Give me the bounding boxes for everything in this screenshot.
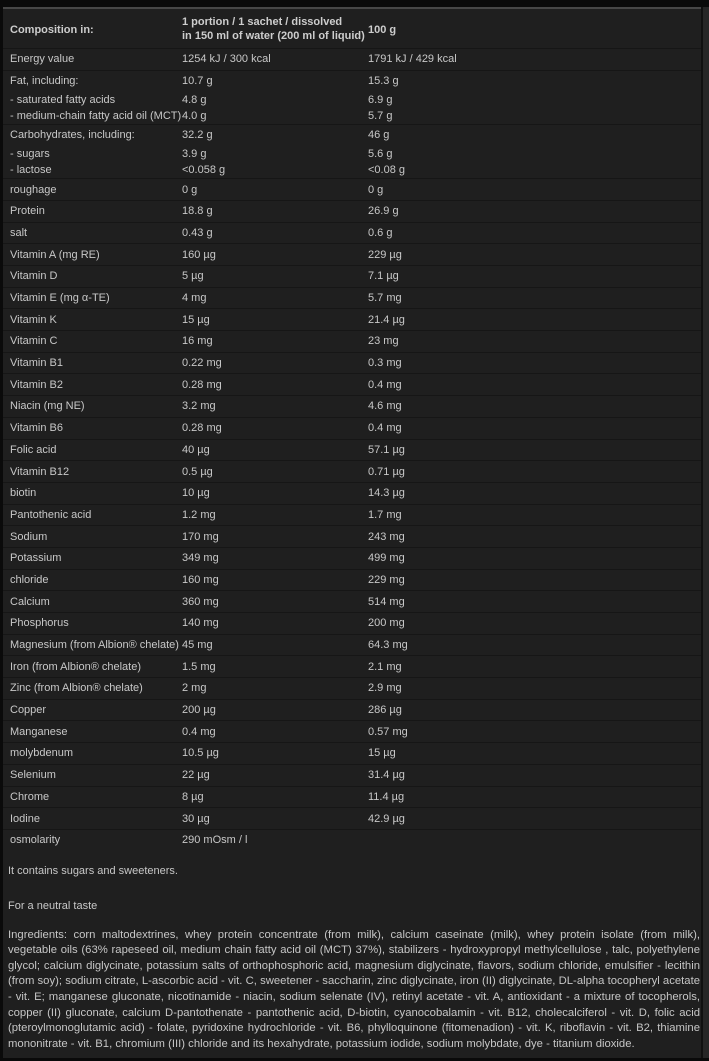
per-100g-value: 2.1 mg bbox=[368, 660, 402, 673]
per-portion-value: 0.43 g bbox=[182, 226, 213, 239]
header-per-100g: 100 g bbox=[368, 23, 397, 36]
table-row bbox=[3, 352, 701, 374]
table-row bbox=[3, 373, 701, 395]
per-portion-value: 10.5 µg bbox=[182, 747, 219, 760]
per-portion-value: 200 µg bbox=[182, 704, 216, 717]
table-row bbox=[3, 720, 701, 742]
per-100g-value: 0.57 mg bbox=[368, 725, 408, 738]
nutrient-label: Pantothenic acid bbox=[10, 508, 92, 521]
nutrient-label: Magnesium (from Albion® chelate) bbox=[10, 639, 179, 652]
per-100g-value: 31.4 µg bbox=[368, 769, 405, 782]
per-portion-value: 160 µg bbox=[182, 248, 216, 261]
per-portion-value: 16 mg bbox=[182, 335, 213, 348]
per-portion-value: 170 mg bbox=[182, 530, 219, 543]
per-portion-value: 0 g bbox=[182, 183, 198, 196]
per-100g-value: 0.4 mg bbox=[368, 378, 402, 391]
top-edge-strip bbox=[0, 0, 709, 7]
right-edge-strip bbox=[703, 7, 709, 1061]
per-portion-value: 0.22 mg bbox=[182, 357, 222, 370]
table-row bbox=[3, 200, 701, 222]
per-100g-value: 0.71 µg bbox=[368, 465, 405, 478]
per-100g-value: 0.6 g bbox=[368, 226, 393, 239]
table-row bbox=[3, 395, 701, 417]
table-row bbox=[3, 742, 701, 764]
table-row bbox=[3, 124, 701, 146]
table-row bbox=[3, 287, 701, 309]
table-row bbox=[3, 612, 701, 634]
nutrient-label: roughage bbox=[10, 183, 57, 196]
per-portion-value: 360 mg bbox=[182, 595, 219, 608]
per-100g-value: 46 g bbox=[368, 129, 390, 142]
per-portion-value: 0.28 mg bbox=[182, 422, 222, 435]
per-portion-value: 15 µg bbox=[182, 313, 210, 326]
nutrient-label: Vitamin B1 bbox=[10, 357, 63, 370]
nutrient-label: Zinc (from Albion® chelate) bbox=[10, 682, 143, 695]
table-row bbox=[3, 807, 701, 829]
per-100g-value: 1.7 mg bbox=[368, 508, 402, 521]
nutrient-label: Vitamin B6 bbox=[10, 422, 63, 435]
nutrient-label: Sodium bbox=[10, 530, 48, 543]
header-per-portion-line2: in 150 ml of water (200 ml of liquid) bbox=[182, 29, 365, 42]
per-100g-value: 229 µg bbox=[368, 248, 402, 261]
per-portion-value: 30 µg bbox=[182, 812, 210, 825]
per-100g-value: 14.3 µg bbox=[368, 487, 405, 500]
nutrient-label: Folic acid bbox=[10, 443, 57, 456]
per-100g-value: 23 mg bbox=[368, 335, 399, 348]
composition-table bbox=[3, 9, 701, 851]
ingredients-paragraph: Ingredients: corn maltodextrines, whey protein concentrate (from milk), calcium caseinate (milk), whey protein isolate (from milk), vegetable oils (63% rapeseed oil, medium chain fatty acid oil (MCT) 37%), stabilizers - hydroxypropyl methylcellulose , talc, polyethylene glycol; calcium diglycinate, potassium salts of orthophosphoric acid, magnesium diglycinate, flavors, sodium chloride, emulsifier - lecithin (from soy); sodium citrate, L-ascorbic acid - vit. C, sweetener - saccharin, zinc diglycinate, iron (II) diglycinate, DL-alpha tocopheryl acetate - vit. E; manganese gluconate, nicotinamide - niacin, sodium selenate (IV), retinyl acetate - vit. A, antioxidant - a mixture of tocopherols, copper (II) gluconate, calcium D-pantothenate - pantothenic acid, D-biotin, cyanocobalamin - vit. B12, cholecalciferol - vit. D, folic acid (pteroylmonoglutamic acid) - folate, pyridoxine hydrochloride - vit. B6, phylloquinone (fitomenadion) - vit. K, riboflavin - vit. B2, thiamine mononitrate - vit. B1, chromium (III) chloride and its hexahydrate, potassium iodide, sodium molybdate, dye - titanium dioxide. bbox=[8, 928, 700, 1050]
nutrient-label: Vitamin A (mg RE) bbox=[10, 248, 100, 261]
per-100g-value: 15.3 g bbox=[368, 75, 399, 88]
table-row bbox=[3, 829, 701, 851]
per-portion-value: 2 mg bbox=[182, 682, 207, 695]
per-portion-value: 8 µg bbox=[182, 790, 204, 803]
table-row bbox=[3, 108, 701, 124]
table-row bbox=[3, 162, 701, 178]
nutrient-label: Carbohydrates, including: bbox=[10, 129, 135, 142]
header-per-portion bbox=[182, 16, 368, 43]
per-100g-value: 2.9 mg bbox=[368, 682, 402, 695]
nutrient-label: Vitamin E (mg α-TE) bbox=[10, 292, 110, 305]
table-row bbox=[3, 634, 701, 656]
per-portion-value: 4.0 g bbox=[182, 109, 207, 122]
per-portion-value: 40 µg bbox=[182, 443, 210, 456]
nutrient-label: Vitamin C bbox=[10, 335, 58, 348]
per-portion-value: 10 µg bbox=[182, 487, 210, 500]
table-row bbox=[3, 504, 701, 526]
nutrient-label: Selenium bbox=[10, 769, 56, 782]
per-portion-value: 4 mg bbox=[182, 292, 207, 305]
per-portion-value: 3.2 mg bbox=[182, 400, 216, 413]
nutrient-label: - saturated fatty acids bbox=[10, 93, 116, 106]
per-100g-value: 5.7 g bbox=[368, 109, 393, 122]
per-portion-value: 10.7 g bbox=[182, 75, 213, 88]
per-100g-value: 0.3 mg bbox=[368, 357, 402, 370]
nutrient-label: Calcium bbox=[10, 595, 50, 608]
per-portion-value: 349 mg bbox=[182, 552, 219, 565]
per-100g-value: 4.6 mg bbox=[368, 400, 402, 413]
per-100g-value: 5.6 g bbox=[368, 147, 393, 160]
per-portion-value: 160 mg bbox=[182, 573, 219, 586]
nutrient-label: Vitamin D bbox=[10, 270, 58, 283]
per-portion-value: 290 mOsm / l bbox=[182, 834, 248, 847]
per-100g-value: 64.3 mg bbox=[368, 639, 408, 652]
table-row bbox=[3, 91, 701, 107]
per-portion-value: 5 µg bbox=[182, 270, 204, 283]
nutrient-label: osmolarity bbox=[10, 834, 61, 847]
per-portion-value: 3.9 g bbox=[182, 147, 207, 160]
per-portion-value: 4.8 g bbox=[182, 93, 207, 106]
nutrient-label: Energy value bbox=[10, 53, 75, 66]
per-portion-value: 22 µg bbox=[182, 769, 210, 782]
nutrient-label: - sugars bbox=[10, 147, 50, 160]
table-row bbox=[3, 547, 701, 569]
sweeteners-note: It contains sugars and sweeteners. bbox=[8, 864, 178, 877]
per-100g-value: 514 mg bbox=[368, 595, 405, 608]
per-100g-value: 243 mg bbox=[368, 530, 405, 543]
table-row bbox=[3, 677, 701, 699]
content-area bbox=[3, 9, 701, 1052]
nutrient-label: Copper bbox=[10, 704, 47, 717]
table-row bbox=[3, 655, 701, 677]
per-100g-value: 0 g bbox=[368, 183, 384, 196]
composition-table-body bbox=[3, 48, 701, 851]
table-row bbox=[3, 178, 701, 200]
nutrient-label: chloride bbox=[10, 573, 49, 586]
per-portion-value: 0.28 mg bbox=[182, 378, 222, 391]
table-row bbox=[3, 308, 701, 330]
nutrient-label: - medium-chain fatty acid oil (MCT) bbox=[10, 109, 182, 122]
nutrient-label: Potassium bbox=[10, 552, 62, 565]
per-100g-value: 1791 kJ / 429 kcal bbox=[368, 53, 457, 66]
per-100g-value: 11.4 µg bbox=[368, 790, 405, 803]
nutrient-label: - lactose bbox=[10, 164, 52, 177]
per-100g-value: 57.1 µg bbox=[368, 443, 405, 456]
per-portion-value: 18.8 g bbox=[182, 205, 213, 218]
per-100g-value: 26.9 g bbox=[368, 205, 399, 218]
nutrient-label: Niacin (mg NE) bbox=[10, 400, 85, 413]
taste-note: For a neutral taste bbox=[8, 899, 98, 912]
table-row bbox=[3, 222, 701, 244]
per-100g-value: 200 mg bbox=[368, 617, 405, 630]
per-portion-value: 0.4 mg bbox=[182, 725, 216, 738]
per-portion-value: 1.5 mg bbox=[182, 660, 216, 673]
table-row bbox=[3, 265, 701, 287]
per-100g-value: 21.4 µg bbox=[368, 313, 405, 326]
nutrient-label: Fat, including: bbox=[10, 75, 79, 88]
nutrient-label: Chrome bbox=[10, 790, 50, 803]
header-per-portion-line1: 1 portion / 1 sachet / dissolved bbox=[182, 16, 343, 28]
composition-table-header bbox=[3, 9, 701, 48]
table-row bbox=[3, 764, 701, 786]
per-100g-value: 7.1 µg bbox=[368, 270, 399, 283]
nutrient-label: molybdenum bbox=[10, 747, 73, 760]
table-row bbox=[3, 460, 701, 482]
per-100g-value: 6.9 g bbox=[368, 93, 393, 106]
table-row bbox=[3, 243, 701, 265]
table-row bbox=[3, 70, 701, 92]
table-row bbox=[3, 146, 701, 162]
per-portion-value: 1254 kJ / 300 kcal bbox=[182, 53, 271, 66]
per-portion-value: 140 mg bbox=[182, 617, 219, 630]
nutrient-label: biotin bbox=[10, 487, 37, 500]
table-row bbox=[3, 48, 701, 70]
per-portion-value: 1.2 mg bbox=[182, 508, 216, 521]
nutrient-label: Iodine bbox=[10, 812, 40, 825]
table-row bbox=[3, 439, 701, 461]
nutrient-label: Vitamin B2 bbox=[10, 378, 63, 391]
table-row bbox=[3, 786, 701, 808]
table-row bbox=[3, 569, 701, 591]
table-row bbox=[3, 417, 701, 439]
per-100g-value: 499 mg bbox=[368, 552, 405, 565]
nutrient-label: salt bbox=[10, 226, 28, 239]
per-portion-value: <0.058 g bbox=[182, 164, 226, 177]
per-100g-value: 15 µg bbox=[368, 747, 396, 760]
per-100g-value: 229 mg bbox=[368, 573, 405, 586]
table-row bbox=[3, 525, 701, 547]
per-100g-value: 5.7 mg bbox=[368, 292, 402, 305]
nutrient-label: Vitamin K bbox=[10, 313, 57, 326]
nutrient-label: Protein bbox=[10, 205, 45, 218]
per-portion-value: 0.5 µg bbox=[182, 465, 213, 478]
nutrient-label: Iron (from Albion® chelate) bbox=[10, 660, 141, 673]
per-100g-value: 42.9 µg bbox=[368, 812, 405, 825]
table-row bbox=[3, 482, 701, 504]
per-100g-value: 0.4 mg bbox=[368, 422, 402, 435]
per-100g-value: 286 µg bbox=[368, 704, 402, 717]
nutrient-label: Manganese bbox=[10, 725, 68, 738]
nutrient-label: Vitamin B12 bbox=[10, 465, 70, 478]
nutrient-label: Phosphorus bbox=[10, 617, 69, 630]
per-portion-value: 32.2 g bbox=[182, 129, 213, 142]
table-row bbox=[3, 699, 701, 721]
table-row bbox=[3, 590, 701, 612]
header-composition-in: Composition in: bbox=[10, 23, 94, 36]
per-portion-value: 45 mg bbox=[182, 639, 213, 652]
per-100g-value: <0.08 g bbox=[368, 164, 406, 177]
table-row bbox=[3, 330, 701, 352]
